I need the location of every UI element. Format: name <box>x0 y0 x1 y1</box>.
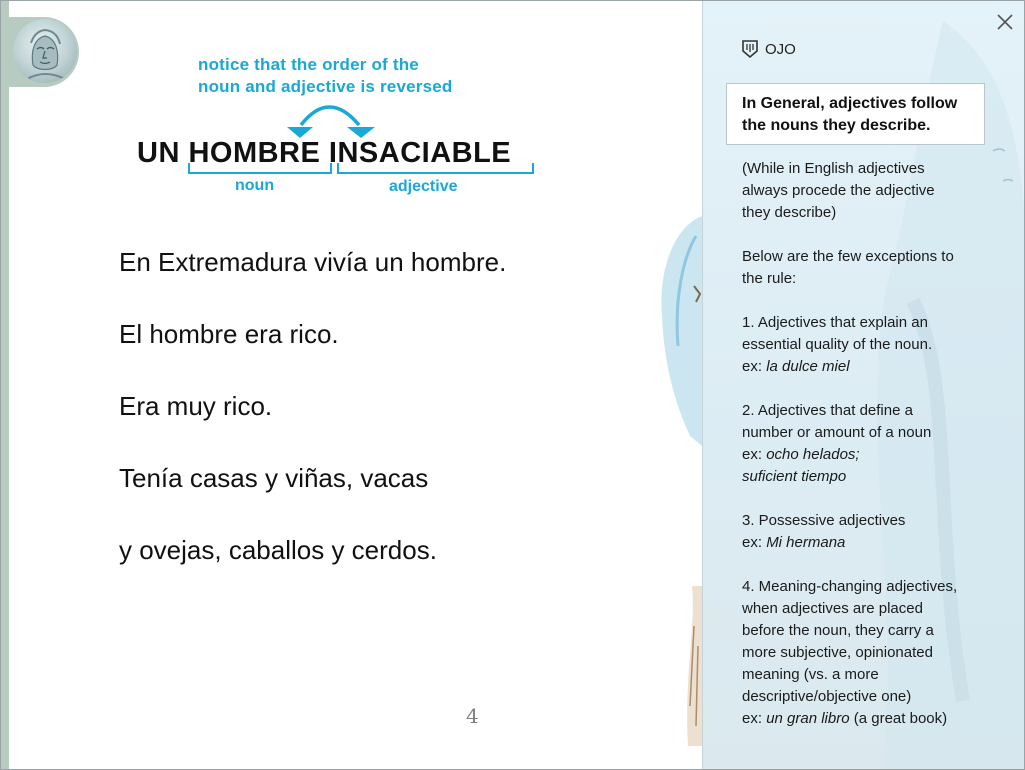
exception-1 <box>742 312 982 378</box>
annotation-note <box>198 54 452 98</box>
exception-4 <box>742 576 982 730</box>
noun-label: noun <box>235 177 275 194</box>
example-text: Mi hermana <box>766 534 846 551</box>
exception-3 <box>742 510 982 554</box>
panel-title-text: OJO <box>765 40 796 58</box>
portrait-icon <box>13 19 77 83</box>
rule-line: descriptive/objective one) <box>742 688 912 705</box>
example-prefix: ex: <box>742 534 767 551</box>
rule-line: 2. Adjectives that define a <box>742 402 913 419</box>
annotation-line-1: notice that the order of the <box>198 55 419 74</box>
phrase-article: UN <box>137 137 180 169</box>
example-text: suficient tiempo <box>742 468 847 485</box>
story-line-1: En Extremadura vivía un hombre. <box>119 247 507 277</box>
note-line: (While in English adjectives <box>742 160 925 177</box>
rule-line: 1. Adjectives that explain an <box>742 314 928 331</box>
rule-line: number or amount of a noun <box>742 424 932 441</box>
exceptions-intro <box>742 246 982 290</box>
close-icon <box>995 12 1015 32</box>
story-line-4: Tenía casas y viñas, vacas <box>119 463 429 493</box>
panel-body <box>742 158 982 752</box>
rule-line: meaning (vs. a more <box>742 666 879 683</box>
ojo-side-panel <box>702 1 1025 769</box>
story-line-5: y ovejas, caballos y cerdos. <box>119 535 437 565</box>
avatar[interactable] <box>13 19 77 83</box>
bookmark-icon <box>741 39 759 59</box>
phrase-noun: HOMBRE <box>188 137 321 169</box>
panel-title <box>741 39 796 59</box>
example-prefix: ex: <box>742 358 767 375</box>
adjective-label: adjective <box>389 178 458 195</box>
rule-line: 4. Meaning-changing adjectives, <box>742 578 958 595</box>
page-spine <box>1 1 9 769</box>
rule-line: before the noun, they carry a <box>742 622 934 639</box>
intro-line: the rule: <box>742 270 797 287</box>
rule-line: when adjectives are placed <box>742 600 923 617</box>
example-suffix: (a great book) <box>849 710 948 727</box>
rule-line: essential quality of the noun. <box>742 336 933 353</box>
exception-2 <box>742 400 982 488</box>
swap-arrows-icon <box>281 97 381 141</box>
rule-line: 3. Possessive adjectives <box>742 512 906 529</box>
note-line: they describe) <box>742 204 837 221</box>
note-line: always procede the adjective <box>742 182 935 199</box>
example-text: la dulce miel <box>766 358 850 375</box>
phrase-adjective: INSACIABLE <box>328 137 512 169</box>
rule-line: more subjective, opinionated <box>742 644 933 661</box>
example-text: un gran libro <box>766 710 850 727</box>
close-button[interactable] <box>995 12 1015 32</box>
page-number: 4 <box>466 704 479 728</box>
example-prefix: ex: <box>742 446 767 463</box>
rule-summary-box <box>726 83 985 145</box>
rule-summary-line-2: the nouns they describe. <box>742 117 931 134</box>
example-text: ocho helados; <box>766 446 860 463</box>
annotation-line-2: noun and adjective is reversed <box>198 77 453 96</box>
story-line-2: El hombre era rico. <box>119 319 339 349</box>
intro-line: Below are the few exceptions to <box>742 248 954 265</box>
english-note <box>742 158 982 224</box>
rule-summary-line-1: In General, adjectives follow <box>742 95 958 112</box>
example-prefix: ex: <box>742 710 767 727</box>
story-line-3: Era muy rico. <box>119 391 273 421</box>
